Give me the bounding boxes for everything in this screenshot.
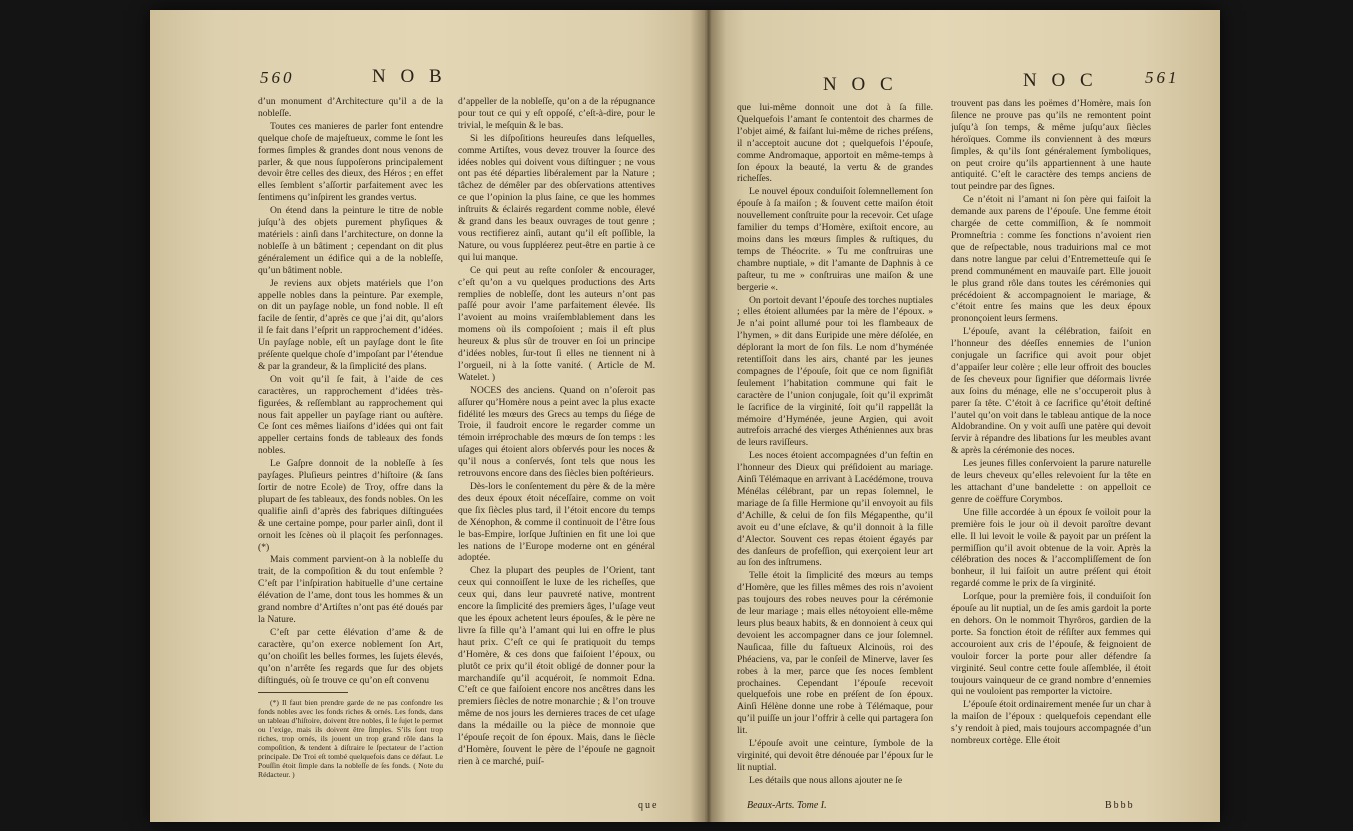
paragraph: Les noces étoient accompagnées d’un feſtin en l’honneur des Dieux qui préſidoient au mariage. Ainſi Télémaque en arrivant à Lacédémone, trouva Ménélas célébrant, par un repas ſolemnel, le mariage de ſa fille Hermione qu’il envoyoit au fils d’Achille, & celui de ſon fils Mégapenthe, qu’il avoit eu d’une eſclave, & qu’il donnoit à la fille d’Alector. Souvent ces repas étoient égayés par des danſeurs de profeſſion, qui exerçoient leur art au ſon des inſtrumens. (737, 450, 933, 569)
paragraph: Si les diſpoſitions heureuſes dans leſquelles, comme Artiſtes, vous devez trouver la ſource des idées nobles qui doivent vous diſtinguer ; ne vous ont pas été départies libéralement par la Nature ; tâchez de démêler par des obſervations attentives ce que l’opinion la plus ſaine, ce que les hommes inſtruits & éclairés regardent comme noble, élevé & grand dans les beaux ouvrages de tout genre ; vous rectifierez ainſi, autant qu’il eſt poſſible, la Nature, ou vous ſuppléerez peut-être en partie à ce qui lui manque. (458, 132, 655, 263)
footnote: (*) Il faut bien prendre garde de ne pas confondre les fonds nobles avec les fonds riches & ornés. Les fonds, dans un tableau d’hiſtoire, doivent être nobles, ſi le ſujet le permet ou l’exige, mais ils doivent être ſimples. S’ils ſont trop riches, trop ornés, ils jouent un trop grand rôle dans la compoſition, & tendent à diſtraire le ſpectateur de l’action principale. De Troi eſt tombé quelquefois dans ce défaut. Le Pouſſin étoit ſimple dans la nobleſſe de ſes fonds. ( Note du Rédacteur. ) (258, 698, 443, 780)
right-page-column-1 (737, 102, 933, 802)
catchword-left: que (638, 800, 659, 811)
paragraph: Toutes ces manieres de parler font entendre quelque choſe de majeſtueux, comme le ſont les formes ſimples & grandes dont nous venons de parler, & que nous ſuppoſerons principalement devoir être celles des dieux, des Héros ; en effet elles ſemblent s’aſſortir parfaitement avec les ſentimens qu’inſpirent les grandes vertus. (258, 120, 443, 204)
paragraph: On étend dans la peinture le titre de noble juſqu’à des objets purement phyſiques & matériels : ainſi dans l’architecture, on donne la nobleſſe à un bâtiment ; cependant on dit plus généralement un édifice qui a de la nobleſſe, qu’un bâtiment noble. (258, 205, 443, 276)
paragraph: Ce n’étoit ni l’amant ni ſon père qui faiſoit la demande aux parens de l’épouſe. Une femme étoit chargée de cette commiſſion, & ſe nommoit Promneſtria : comme ſes fonctions n’avoient rien que de reſpectable, nous traduirions mal ce mot dans notre langue par celui d’Entremetteuſe qui ſe prend communément en mauvaiſe part. Elle jouoit le plus grand rôle dans toutes les cérémonies qui précédoient & accompagnoient le mariage, & c’étoit entre ſes mains que les deux époux prononçoient leurs ſermens. (951, 194, 1151, 325)
page-number-right: 561 (1145, 68, 1180, 87)
left-page-column-1 (258, 96, 443, 796)
left-page-column-2 (458, 96, 655, 796)
paragraph: Les détails que nous allons ajouter ne ſe (749, 774, 903, 786)
book-spread (150, 10, 1220, 822)
running-head-right-b: N O C (1023, 70, 1098, 91)
paragraph: Chez la plupart des peuples de l’Orient, tant ceux qui connoiſſent le luxe de les richeſſes, que ceux qui, dans leur pauvreté native, montrent encore la ſimplicité des premiers âges, l’uſage veut que les époux achetent leurs épouſes, & le père ne livre ſa fille qu’à l’amant qui lui en offre le plus haut prix. C’eſt ce qui ſe pratiquoit du temps d’Homère, & ces dons que faiſoient l’époux, ou plutôt ce prix qu’il étoit obligé de donner pour la marchandiſe qu’il acquéroit, ſe nommoit Edna. C’eſt ce que faiſoient encore nos ancêtres dans les premiers ſiècles de notre monarchie ; & l’on trouve même de nos jours les dernieres traces de cet uſage dans la médaille ou la pièce de monnoie que l’épouſe reçoit de ſon époux. Mais, dans le ſiècle d’Homère, ſouvent le père de l’épouſe ne gagnoit rien à ce marché, puiſ- (458, 565, 655, 767)
paragraph: Le nouvel époux conduiſoit ſolemnellement ſon épouſe à ſa maiſon ; & ſouvent cette maiſon étoit nouvellement conſtruite pour la recevoir. Cet uſage familier du temps d’Homère, exiſtoit encore, au moins dans les mœurs ſimples & ruſtiques, du temps de Théocrite. » Tu me conſtruiras une chambre nuptiale, » dit l’amante de Daphnis à ce paſteur, tu me » conſtruiras une maiſon & une bergerie «. (737, 186, 933, 293)
paragraph: Dès-lors le conſentement du père & de la mère des deux époux étoit néceſſaire, comme on voit que ſix ſiècles plus tard, il l’étoit encore du temps de Xénophon, & comme il continuoit de l’être ſous le bas-Empire, lorſque Juſtinien en fit une loi que les nations de l’Europe moderne ont en général adoptée. (458, 481, 655, 564)
paragraph: On portoit devant l’épouſe des torches nuptiales ; elles étoient allumées par la mère de l’époux. » Je n’ai point allumé pour toi les flambeaux de l’hymen, » dit dans Euripide une mère déſolée, en déplorant la mort de ſon fils. Le nom d’hyménée retentiſſoit dans les airs, chanté par les jeunes compagnes de l’épouſe, ſoit que ce nom ſignifiât ſeulement l’habitation commune qui fait le caractère de l’union conjugale, ſoit qu’il exprimât le ſacrifice de la virginité, ſoit qu’il rappellât la mémoire d’Hyménée, jeune Argien, qui avoit autrefois arraché des vierges Athéniennes aux bras de leurs raviſſeurs. (737, 294, 933, 449)
paragraph: On voit qu’il ſe fait, à l’aide de ces caractères, un rapprochement d’idées très-figurées, & reſſemblant au rapprochement qui nous fait appeller un payſage riant ou auſtère. Ce ſont ces mêmes liaiſons d’idées qui ont fait appeller certains fonds de tableaux des fonds nobles. (258, 373, 443, 457)
paragraph: Les jeunes filles conſervoient la parure naturelle de leurs cheveux qu’elles relevoient ſur la tête en les attachant d’une bandelette : on appelloit ce genre de coëffure Corymbos. (951, 458, 1151, 505)
paragraph: Mais comment parvient-on à la nobleſſe du trait, de la compoſition & du tout enſemble ? C’eſt par l’inſpiration habituelle d’une certaine élévation de l’ame, dont tous les hommes & un grand nombre d’Artiſtes n’ont pas été doués par la Nature. (258, 554, 443, 625)
signature-mark: Bbbb (1105, 800, 1135, 811)
paragraph: trouvent pas dans les poëmes d’Homère, mais ſon ſilence ne prouve pas qu’ils ne remontent point juſqu’à ſon temps, & même juſqu’aux ſiècles héroïques. Comme ils conviennent à des mœurs ſimples, & qu’ils ſont généralement ſymboliques, on peut croire qu’ils appartiennent à une haute antiquité. C’eſt le caractère des temps anciens de tout peindre par des ſignes. (951, 98, 1151, 193)
right-page (705, 10, 1220, 822)
paragraph: L’épouſe étoit ordinairement menée ſur un char à la maiſon de l’époux : quelquefois cependant elle s’y rendoit à pied, mais toujours accompagnée d’un nombreux cortège. Elle étoit (951, 699, 1151, 747)
paragraph: d’un monument d’Architecture qu’il a de la nobleſſe. (258, 96, 443, 119)
paragraph: Telle étoit la ſimplicité des mœurs au temps d’Homère, que les filles mêmes des rois n’avoient pas toujours des robes neuves pour la cérémonie de leur mariage ; mais elles nétoyoient elle-même leurs plus beaux habits, & en donnoient à ceux qui devoient les accompagner dans ce jour ſolemnel. Nauſicaa, fille du faſtueux Alcinoüs, roi des Phéaciens, va, par le conſeil de Minerve, laver ſes robes à la mer, parce que ſes noces ſemblent prochaines. Cependant l’épouſe recevoit quelquefois une robe en préſent de ſon époux. Ainſi Hélène donne une robe à Télémaque, pour qu’il puiſſe un jour l’offrir à celle qui partagera ſon lit. (737, 570, 933, 737)
footer-volume: Beaux-Arts. Tome I. (747, 800, 827, 811)
paragraph: C’eſt par cette élévation d’ame & de caractère, qu’on exerce noblement ſon Art, qu’on choiſit les belles formes, les ſujets élevés, qu’on n’arrête ſes regards que ſur des objets diſtingués, où ſe trouve ce qu’on eſt convenu (258, 626, 443, 686)
paragraph: que lui-même donnoit une dot à ſa fille. Quelquefois l’amant ſe contentoit des charmes de l’objet aimé, & faiſant lui-même de riches préſens, il n’acceptoit aucune dot ; quelquefois l’épouſe, comme Andromaque, apportoit en même-temps à ſon époux la beauté, la vertu & de grandes richeſſes. (737, 102, 933, 185)
footnote-rule (258, 692, 348, 693)
running-head-right-a: N O C (823, 74, 898, 95)
paragraph: d’appeller de la nobleſſe, qu’on a de la répugnance pour tout ce qui y eſt oppoſé, c’eſt-à-dire, pour le trivial, le meſquin & le bas. (458, 96, 655, 131)
paragraph: Une fille accordée à un époux ſe voiloit pour la première fois le jour où il devoit paroître devant elle. Il lui levoit le voile & payoit par un préſent la permiſſion qu’il avoit obtenue de la voir. Après la célébration des noces & l’accompliſſement de ſon bonheur, il lui faiſoit un autre préſent qui étoit regardé comme le prix de ſa virginité. (951, 506, 1151, 590)
running-head-left: N O B (372, 66, 447, 87)
paragraph: Je reviens aux objets matériels que l’on appelle nobles dans la peinture. Par exemple, on dit un payſage noble, un fond noble. Il eſt facile de ſentir, d’après ce que j’ai dit, qu’alors il ſe fait dans l’eſprit un rapprochement d’idées. Un payſage noble, eſt un payſage dont le ſite préſente quelque choſe d’impoſant par l’étendue & par la grandeur, & la ſimplicité des plans. (258, 277, 443, 372)
left-page-header (150, 68, 705, 94)
page-number-left: 560 (260, 68, 295, 87)
paragraph: Ce qui peut au reſte conſoler & encourager, c’eſt qu’on a vu quelques productions des Arts remplies de nobleſſe, dont les auteurs n’ont pas paſſé pour avoir l’ame parfaitement élevée. Ils l’avoient au moins vraiſemblablement dans les momens où ils compoſoient ; mais il eſt plus heureux & plus sûr de trouver en ſoi un principe d’idées nobles, ſur-tout ſi elles ne tiennent ni à l’orgueil, ni à la ſotte vanité. ( Article de M. Watelet. ) (458, 264, 655, 383)
right-page-header (705, 68, 1220, 94)
right-page-column-2 (951, 98, 1151, 798)
paragraph: NOCES des anciens. Quand on n’oſeroit pas aſſurer qu’Homère nous a peint avec la plus exacte fidélité les mœurs des Grecs au temps du ſiége de Troie, il faudroit encore le regarder comme un témoin irréprochable des mœurs de ſon temps : les uſages qui étoient alors obſervés pour les noces & qu’il nous a conſervés, ſont tels que nous les retrouvons encore dans des ſiècles bien poſtérieurs. (458, 384, 655, 480)
paragraph: Lorſque, pour la première fois, il conduiſoit ſon épouſe au lit nuptial, un de ſes amis gardoit la porte en dehors. On le nommoit Thyrôros, gardien de la porte. Sa fonction étoit de réſiſter aux femmes qui accouroient aux cris de l’épouſe, & feignoient de vouloir forcer la porte pour aller défendre ſa virginité. Seul contre cette foule aſſemblée, il étoit toujours vainqueur de ce grand nombre d’ennemies qui ne vouloient pas remporter la victoire. (951, 591, 1151, 698)
paragraph: L’épouſe avoit une ceinture, ſymbole de la virginité, qui devoit être dénouée par l’époux ſur le lit nuptial. (737, 738, 933, 773)
left-page (150, 10, 705, 822)
paragraph: L’épouſe, avant la célébration, faiſoit en l’honneur des déeſſes ennemies de l’union conjugale un ſacrifice qui avoit pour objet d’appaiſer leur colère ; elle leur offroit des boucles de ſes cheveux pour ſignifier que déſormais livrée aux ſoins du ménage, elle ne s’occuperoit plus à parer ſa tête. C’étoit à ce ſacrifice qu’étoit deſtiné l’autel qu’on voit dans le tableau antique de la noce Aldobrandine. On y voit auſſi une patère qui devoit ſervir à répandre des libations ſur les meubles avant & après la cérémonie des noces. (951, 326, 1151, 457)
paragraph: Le Gaſpre donnoit de la nobleſſe à ſes payſages. Pluſieurs peintres d’hiſtoire (& ſans ſortir de notre Ecole) de Troy, offre dans la plupart de ſes tableaux, des fonds nobles. On les qualifie ainſi d’après des fabriques diſtinguées & une certaine pompe, pour parler ainſi, dont il ornoit les ſcènes où il plaçoit ſes perſonnages. (*) (258, 458, 443, 553)
